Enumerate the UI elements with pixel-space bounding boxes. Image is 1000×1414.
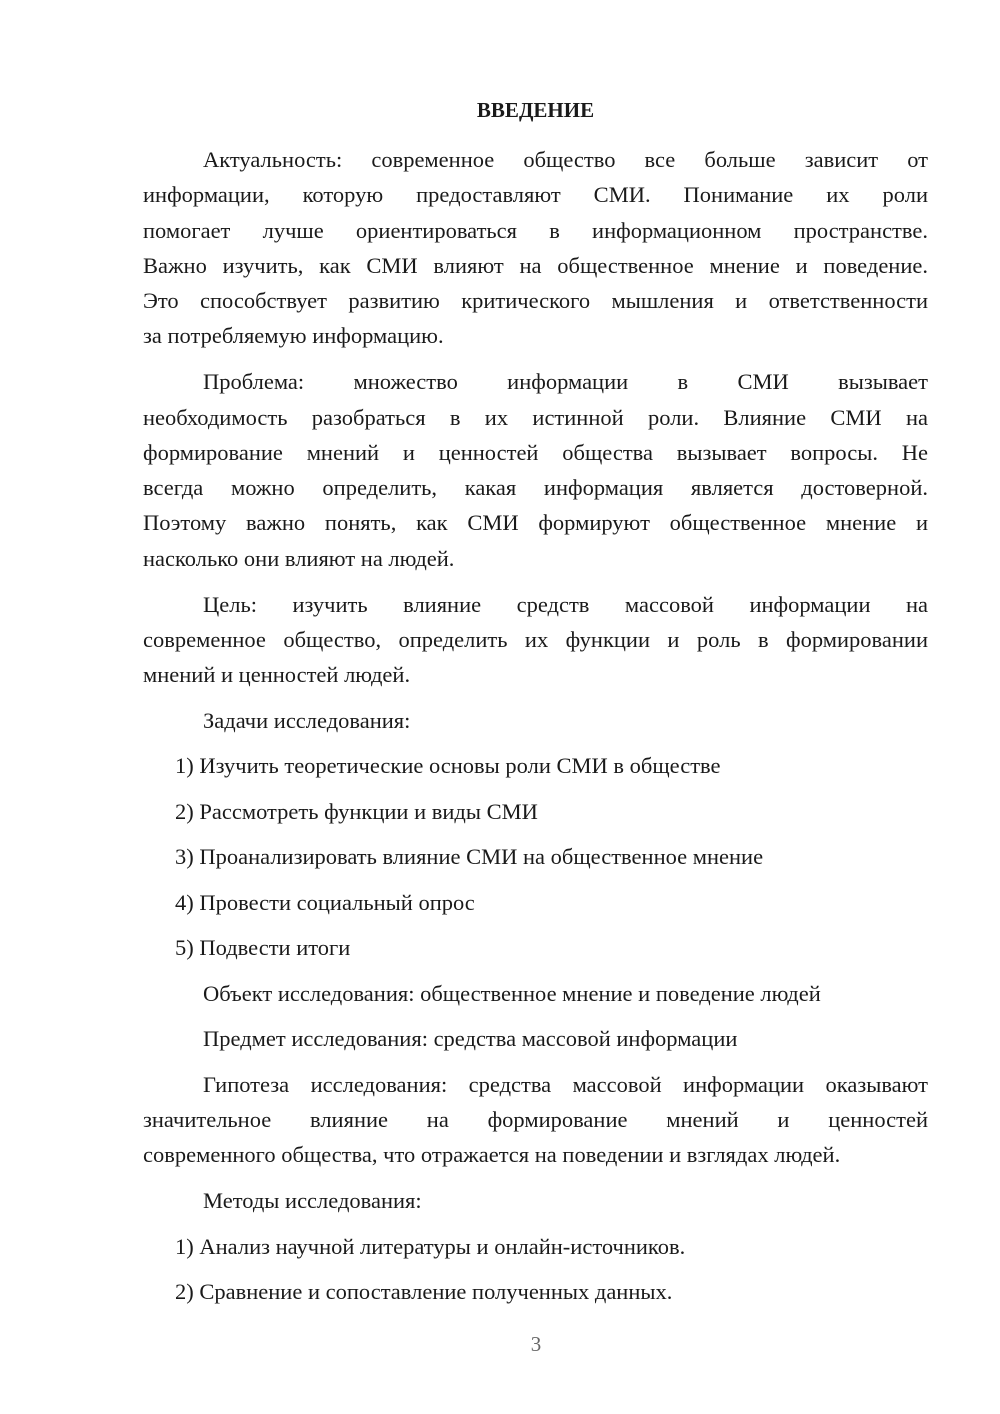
list-item: 3) Проанализировать влияние СМИ на общественное мнение <box>175 844 764 870</box>
text-line: Важно изучить, как СМИ влияют на общественное мнение и поведение. <box>143 252 928 278</box>
text-line: за потребляемую информацию. <box>143 323 444 349</box>
text-line: Проблема: множество информации в СМИ вызывает <box>203 369 928 395</box>
research-subject: Предмет исследования: средства массовой информации <box>203 1026 738 1052</box>
text-line: значительное влияние на формирование мнений и ценностей <box>143 1107 928 1133</box>
text-line: мнений и ценностей людей. <box>143 662 411 688</box>
list-item: 2) Сравнение и сопоставление полученных данных. <box>175 1279 673 1305</box>
text-line: информации, которую предоставляют СМИ. Понимание их роли <box>143 182 928 208</box>
page-number: 3 <box>530 1332 542 1356</box>
text-line: насколько они влияют на людей. <box>143 545 455 571</box>
tasks-heading: Задачи исследования: <box>203 707 411 733</box>
problem-paragraph <box>143 364 928 576</box>
methods-list <box>143 1229 928 1310</box>
goal-paragraph <box>143 587 928 693</box>
list-item: 5) Подвести итоги <box>175 935 351 961</box>
text-line: Гипотеза исследования: средства массовой информации оказывают <box>203 1071 928 1097</box>
page-title: ВВЕДЕНИЕ <box>476 98 595 122</box>
list-item: 1) Анализ научной литературы и онлайн-источников. <box>175 1233 686 1259</box>
text-line: формирование мнений и ценностей общества вызывает вопросы. Не <box>143 439 928 465</box>
list-item: 2) Рассмотреть функции и виды СМИ <box>175 798 538 824</box>
text-line: Актуальность: современное общество все больше зависит от <box>203 147 928 172</box>
text-line: всегда можно определить, какая информация является достоверной. <box>143 475 928 501</box>
text-line: помогает лучше ориентироваться в информационном пространстве. <box>143 217 928 243</box>
hypothesis-paragraph <box>143 1067 928 1173</box>
tasks-list <box>143 748 928 965</box>
relevance-paragraph <box>143 142 928 354</box>
text-line: Поэтому важно понять, как СМИ формируют общественное мнение и <box>143 510 928 536</box>
document-page <box>143 92 928 1320</box>
text-line: Это способствует развитию критического мышления и ответственности <box>143 288 928 314</box>
text-line: необходимость разобраться в их истинной роли. Влияние СМИ на <box>143 404 928 430</box>
research-object: Объект исследования: общественное мнение и поведение людей <box>203 980 821 1006</box>
list-item: 4) Провести социальный опрос <box>175 889 475 915</box>
text-line: Цель: изучить влияние средств массовой информации на <box>203 591 928 617</box>
text-line: современного общества, что отражается на поведении и взглядах людей. <box>143 1142 841 1168</box>
text-line: современное общество, определить их функции и роль в формировании <box>143 626 928 652</box>
methods-heading: Методы исследования: <box>203 1188 422 1214</box>
list-item: 1) Изучить теоретические основы роли СМИ в обществе <box>175 753 721 779</box>
